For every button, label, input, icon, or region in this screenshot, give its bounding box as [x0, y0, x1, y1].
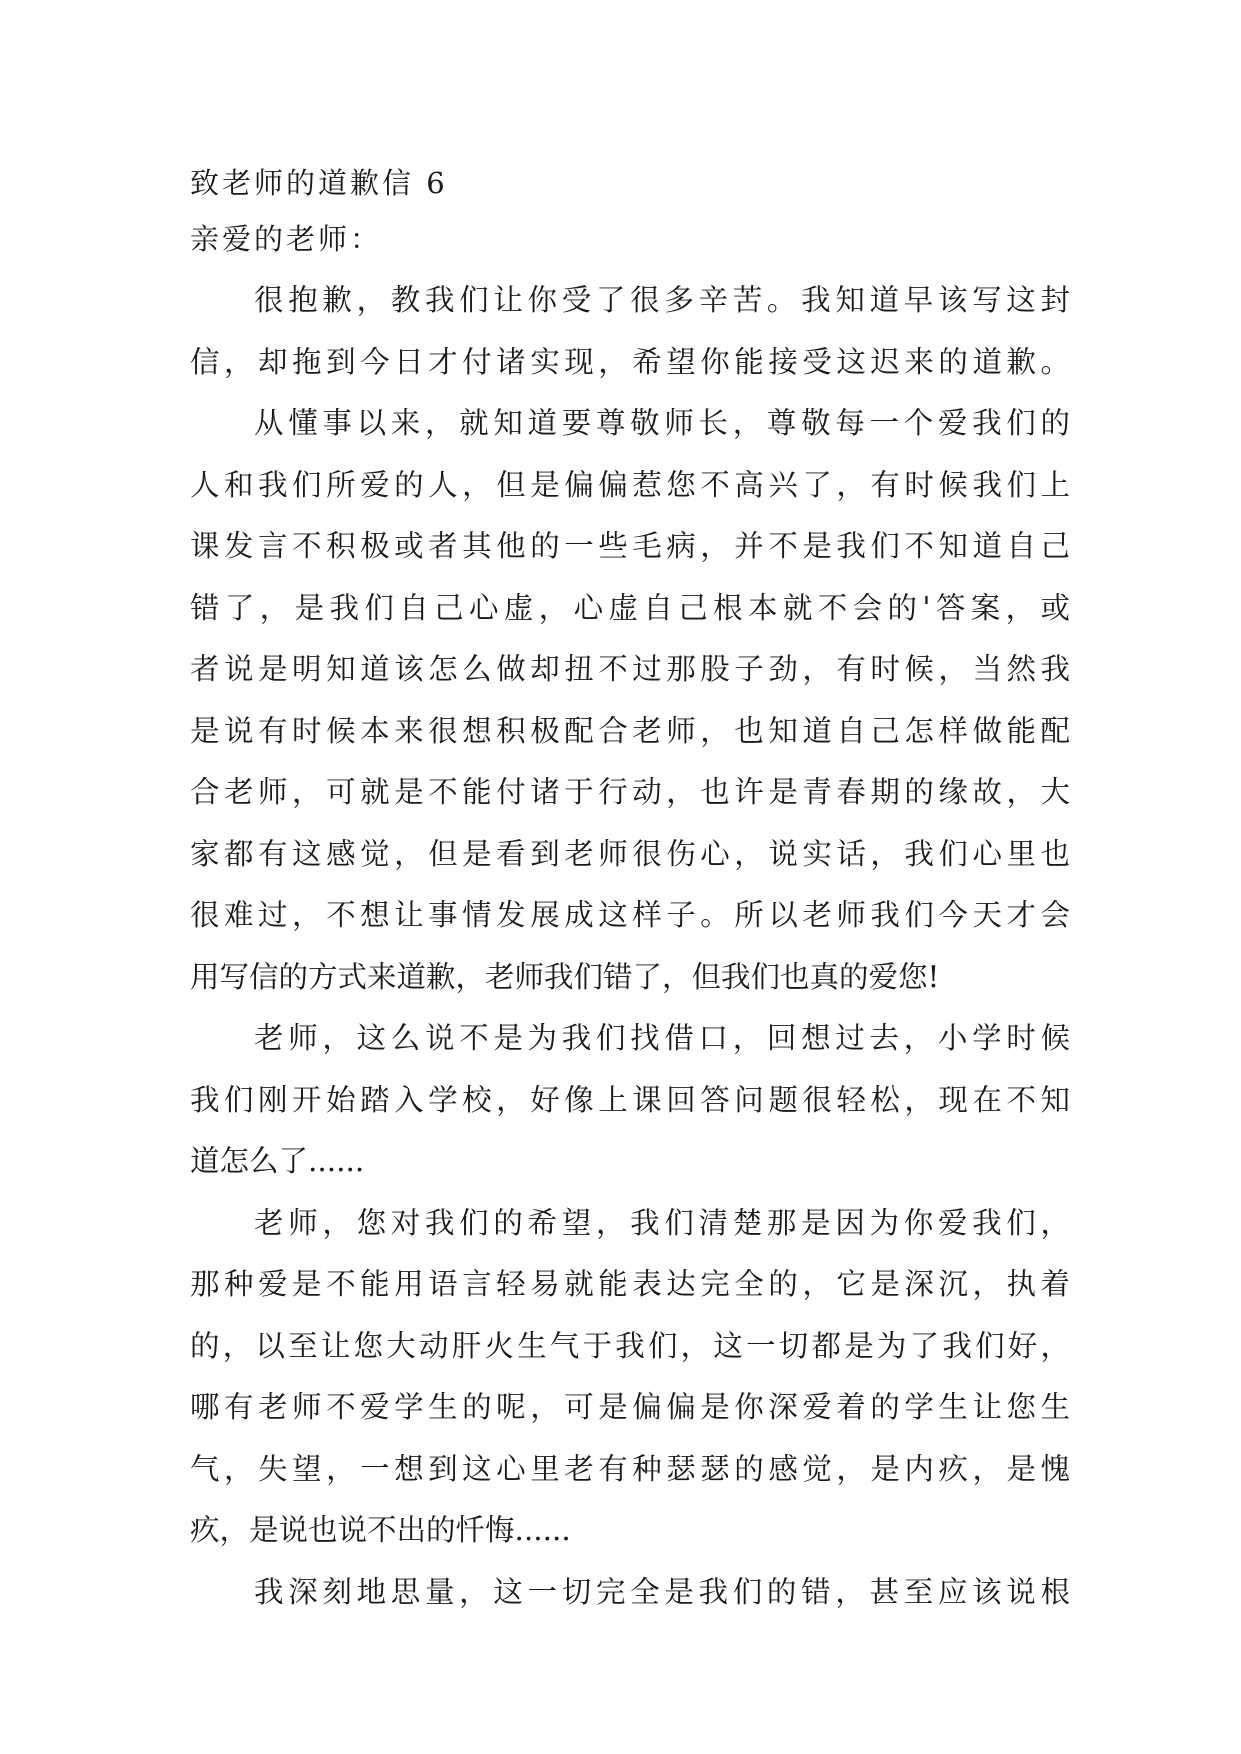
- text-line: 老师，您对我们的希望，我们清楚那是因为你爱我们，: [254, 1205, 1070, 1240]
- text-line: 信，却拖到今日才付诸实现，希望你能接受这迟来的道歉。: [190, 344, 1070, 379]
- text-line: 很难过，不想让事情发展成这样子。所以老师我们今天才会: [190, 898, 1070, 932]
- text-line: 者说是明知道该怎么做却扭不过那股子劲，有时候，当然我: [190, 652, 1070, 686]
- text-line: 合老师，可就是不能付诸于行动，也许是青春期的缘故，大: [190, 775, 1070, 809]
- paragraph-4: [190, 1193, 1070, 1562]
- text-line: 错了，是我们自己心虚，心虚自己根本就不会的'答案，或: [190, 590, 1070, 625]
- paragraph-1: [190, 270, 1070, 393]
- text-line: 用写信的方式来道歉，老师我们错了，但我们也真的爱您!: [190, 959, 940, 994]
- text-line: 老师，这么说不是为我们找借口，回想过去，小学时候: [254, 1021, 1070, 1055]
- text-line: 气，失望，一想到这心里老有种瑟瑟的感觉，是内疚，是愧: [190, 1451, 1070, 1486]
- text-line: 课发言不积极或者其他的一些毛病，并不是我们不知道自己: [190, 529, 1070, 563]
- text-line: 哪有老师不爱学生的呢，可是偏偏是你深爱着的学生让您生: [190, 1390, 1070, 1424]
- letter-body: [190, 158, 1070, 1623]
- text-line: 道怎么了......: [190, 1144, 365, 1178]
- text-line: 很抱歉，教我们让你受了很多辛苦。我知道早该写这封: [254, 283, 1070, 317]
- text-line: 那种爱是不能用语言轻易就能表达完全的，它是深沉，执着: [190, 1267, 1070, 1301]
- text-line: 我们刚开始踏入学校，好像上课回答问题很轻松，现在不知: [190, 1082, 1070, 1117]
- text-line: 的，以至让您大动肝火生气于我们，这一切都是为了我们好，: [190, 1328, 1070, 1363]
- paragraph-2: [190, 393, 1070, 1008]
- text-line: 疚，是说也说不出的忏悔......: [190, 1513, 571, 1547]
- paragraph-5: [190, 1562, 1070, 1624]
- text-line: 人和我们所爱的人，但是偏偏惹您不高兴了，有时候我们上: [190, 467, 1070, 502]
- paragraph-3: [190, 1008, 1070, 1193]
- letter-salutation: 亲爱的老师：: [190, 222, 383, 256]
- text-line: 家都有这感觉，但是看到老师很伤心，说实话，我们心里也: [190, 836, 1070, 871]
- text-line: 从懂事以来，就知道要尊敬师长，尊敬每一个爱我们的: [254, 406, 1070, 440]
- text-line: 我深刻地思量，这一切完全是我们的错，甚至应该说根: [254, 1574, 1070, 1609]
- text-line: 是说有时候本来很想积极配合老师，也知道自己怎样做能配: [190, 713, 1070, 748]
- letter-title: 致老师的道歉信 6: [190, 166, 448, 200]
